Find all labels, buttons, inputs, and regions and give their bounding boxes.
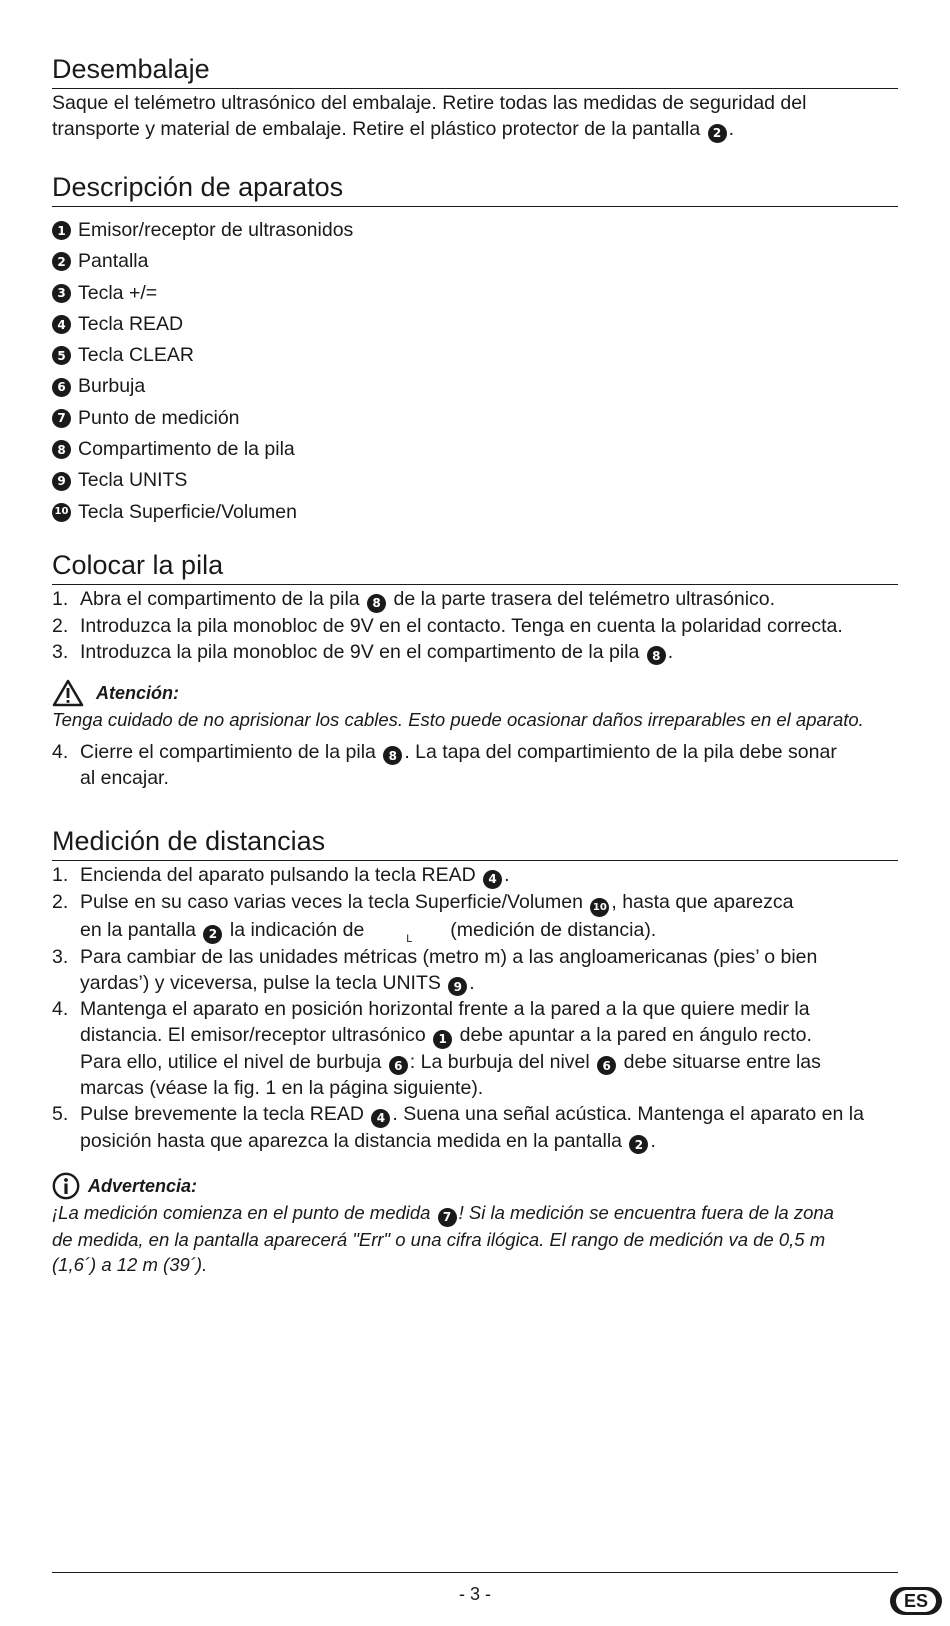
legend-label: Compartimento de la pila [78, 438, 295, 461]
section-description [52, 170, 898, 528]
legend-label: Tecla READ [78, 312, 184, 335]
unpacking-text: Saque el telémetro ultrasónico del embalaje. Retire todas las medidas de seguridad del transporte y material de embalaje. Retire el plástico protector de la pantalla 2 . [52, 90, 898, 143]
footer-divider [52, 1572, 898, 1573]
warning-title: Advertencia: [88, 1176, 198, 1196]
battery-step-4 [52, 739, 898, 792]
info-icon [52, 1172, 80, 1200]
list-item: 2. Pulse en su caso varias veces la tecla Superficie/Volumen 10 , hasta que aparezca en la pantalla 2 la indicación de L (medición de distancia). [52, 890, 794, 945]
ref-number-icon: 1 [52, 221, 71, 240]
ref-number-icon: 1 [433, 1030, 452, 1049]
ref-number-icon: 4 [483, 870, 502, 889]
legend-label: Tecla CLEAR [78, 344, 194, 367]
ref-number-icon: 6 [52, 378, 71, 397]
list-item: 1. Abra el compartimento de la pila 8 de la parte trasera del telémetro ultrasónico. [52, 586, 898, 613]
legend-item [52, 215, 898, 246]
ref-number-icon: 8 [52, 440, 71, 459]
ref-number-icon: 6 [597, 1056, 616, 1075]
legend-label: Burbuja [78, 375, 146, 398]
legend-label: Emisor/receptor de ultrasonidos [78, 219, 354, 241]
ref-number-icon: 4 [371, 1109, 390, 1128]
ref-number-icon: 5 [52, 346, 71, 365]
section-battery [52, 548, 898, 791]
section-distance [52, 824, 898, 1278]
ref-number-icon: 3 [52, 284, 71, 303]
legend-item [52, 497, 898, 528]
ref-number-icon: 8 [367, 594, 386, 613]
legend-item [52, 403, 898, 434]
ref-number-icon: 7 [438, 1208, 457, 1227]
list-item: 5. Pulse brevemente la tecla READ 4 . Suena una señal acústica. Mantenga el aparato en la posición hasta que aparezca la distancia medida en la pantalla 2 . [52, 1101, 898, 1154]
ref-number-icon: 2 [52, 252, 71, 271]
legend-item [52, 246, 898, 277]
heading-distance: Medición de distancias [52, 824, 898, 861]
attention-title: Atención: [96, 683, 179, 703]
warning-text: ¡La medición comienza en el punto de medida 7 ! Si la medición se encuentra fuera de la zona de medida, en la pantalla aparecerá "Err" o una cifra ilógica. El rango de medición va de 0,5 m (1,6´) a 12 m (39´). [52, 1202, 834, 1275]
legend-item [52, 434, 898, 465]
attention-text: Tenga cuidado de no aprisionar los cables. Esto puede ocasionar daños irreparables en el aparato. [52, 709, 864, 730]
warning-triangle-icon [52, 679, 84, 707]
list-item: 4. Mantenga el aparato en posición horizontal frente a la pared a la que quiere medir la distancia. El emisor/receptor ultrasónico 1 debe apuntar a la pared en ángulo recto. Para ello, utilice el nivel de burbuja 6 : La burbuja del nivel 6 debe situarse entre las marcas (véase la fig. 1 en la página siguiente). [52, 998, 821, 1099]
heading-unpacking: Desembalaje [52, 52, 898, 89]
list-item: 3. Para cambiar de las unidades métricas (metro m) a las angloamericanas (pies’ o bien yardas’) y viceversa, pulse la tecla UNITS 9 . [52, 944, 898, 997]
ref-number-icon: 2 [629, 1135, 648, 1154]
warning-note [52, 1172, 898, 1278]
legend-item [52, 340, 898, 371]
legend-label: Punto de medición [78, 406, 240, 429]
heading-description: Descripción de aparatos [52, 170, 898, 207]
legend-label: Pantalla [78, 250, 149, 273]
battery-steps [52, 586, 898, 665]
ref-number-icon: 7 [52, 409, 71, 428]
legend-item [52, 309, 898, 340]
list-item: 2. Introduzca la pila monobloc de 9V en el contacto. Tenga en cuenta la polaridad correcta. [52, 614, 843, 637]
ref-number-icon: 10 [52, 503, 71, 522]
section-unpacking [52, 52, 898, 143]
legend-item [52, 371, 898, 402]
ref-number-icon: 2 [203, 925, 222, 944]
legend-label: Tecla UNITS [78, 469, 188, 492]
page-number: - 3 - [458, 1584, 491, 1604]
heading-battery: Colocar la pila [52, 548, 898, 585]
attention-note [52, 679, 898, 733]
language-badge: ES [890, 1587, 942, 1615]
ref-number-icon: 10 [590, 898, 609, 917]
distance-steps [52, 862, 898, 1154]
ref-number-icon: 8 [647, 646, 666, 665]
ref-number-icon: 4 [52, 315, 71, 334]
legend-item [52, 278, 898, 309]
ref-number-icon: 2 [708, 124, 727, 143]
legend-item [52, 465, 898, 496]
parts-legend [52, 215, 898, 528]
ref-number-icon: 9 [448, 977, 467, 996]
ref-number-icon: 9 [52, 472, 71, 491]
ref-number-icon: 8 [383, 746, 402, 765]
list-item: 4. Cierre el compartimiento de la pila 8 . La tapa del compartimiento de la pila debe sonar al encajar. [52, 740, 837, 789]
list-item: 1. Encienda del aparato pulsando la tecla READ 4 . [52, 862, 898, 889]
ref-number-icon: 6 [389, 1056, 408, 1075]
legend-label: Tecla +/= [78, 281, 158, 304]
legend-label: Tecla Superficie/Volumen [78, 500, 297, 523]
list-item: 3. Introduzca la pila monobloc de 9V en el compartimento de la pila 8 . [52, 639, 898, 666]
